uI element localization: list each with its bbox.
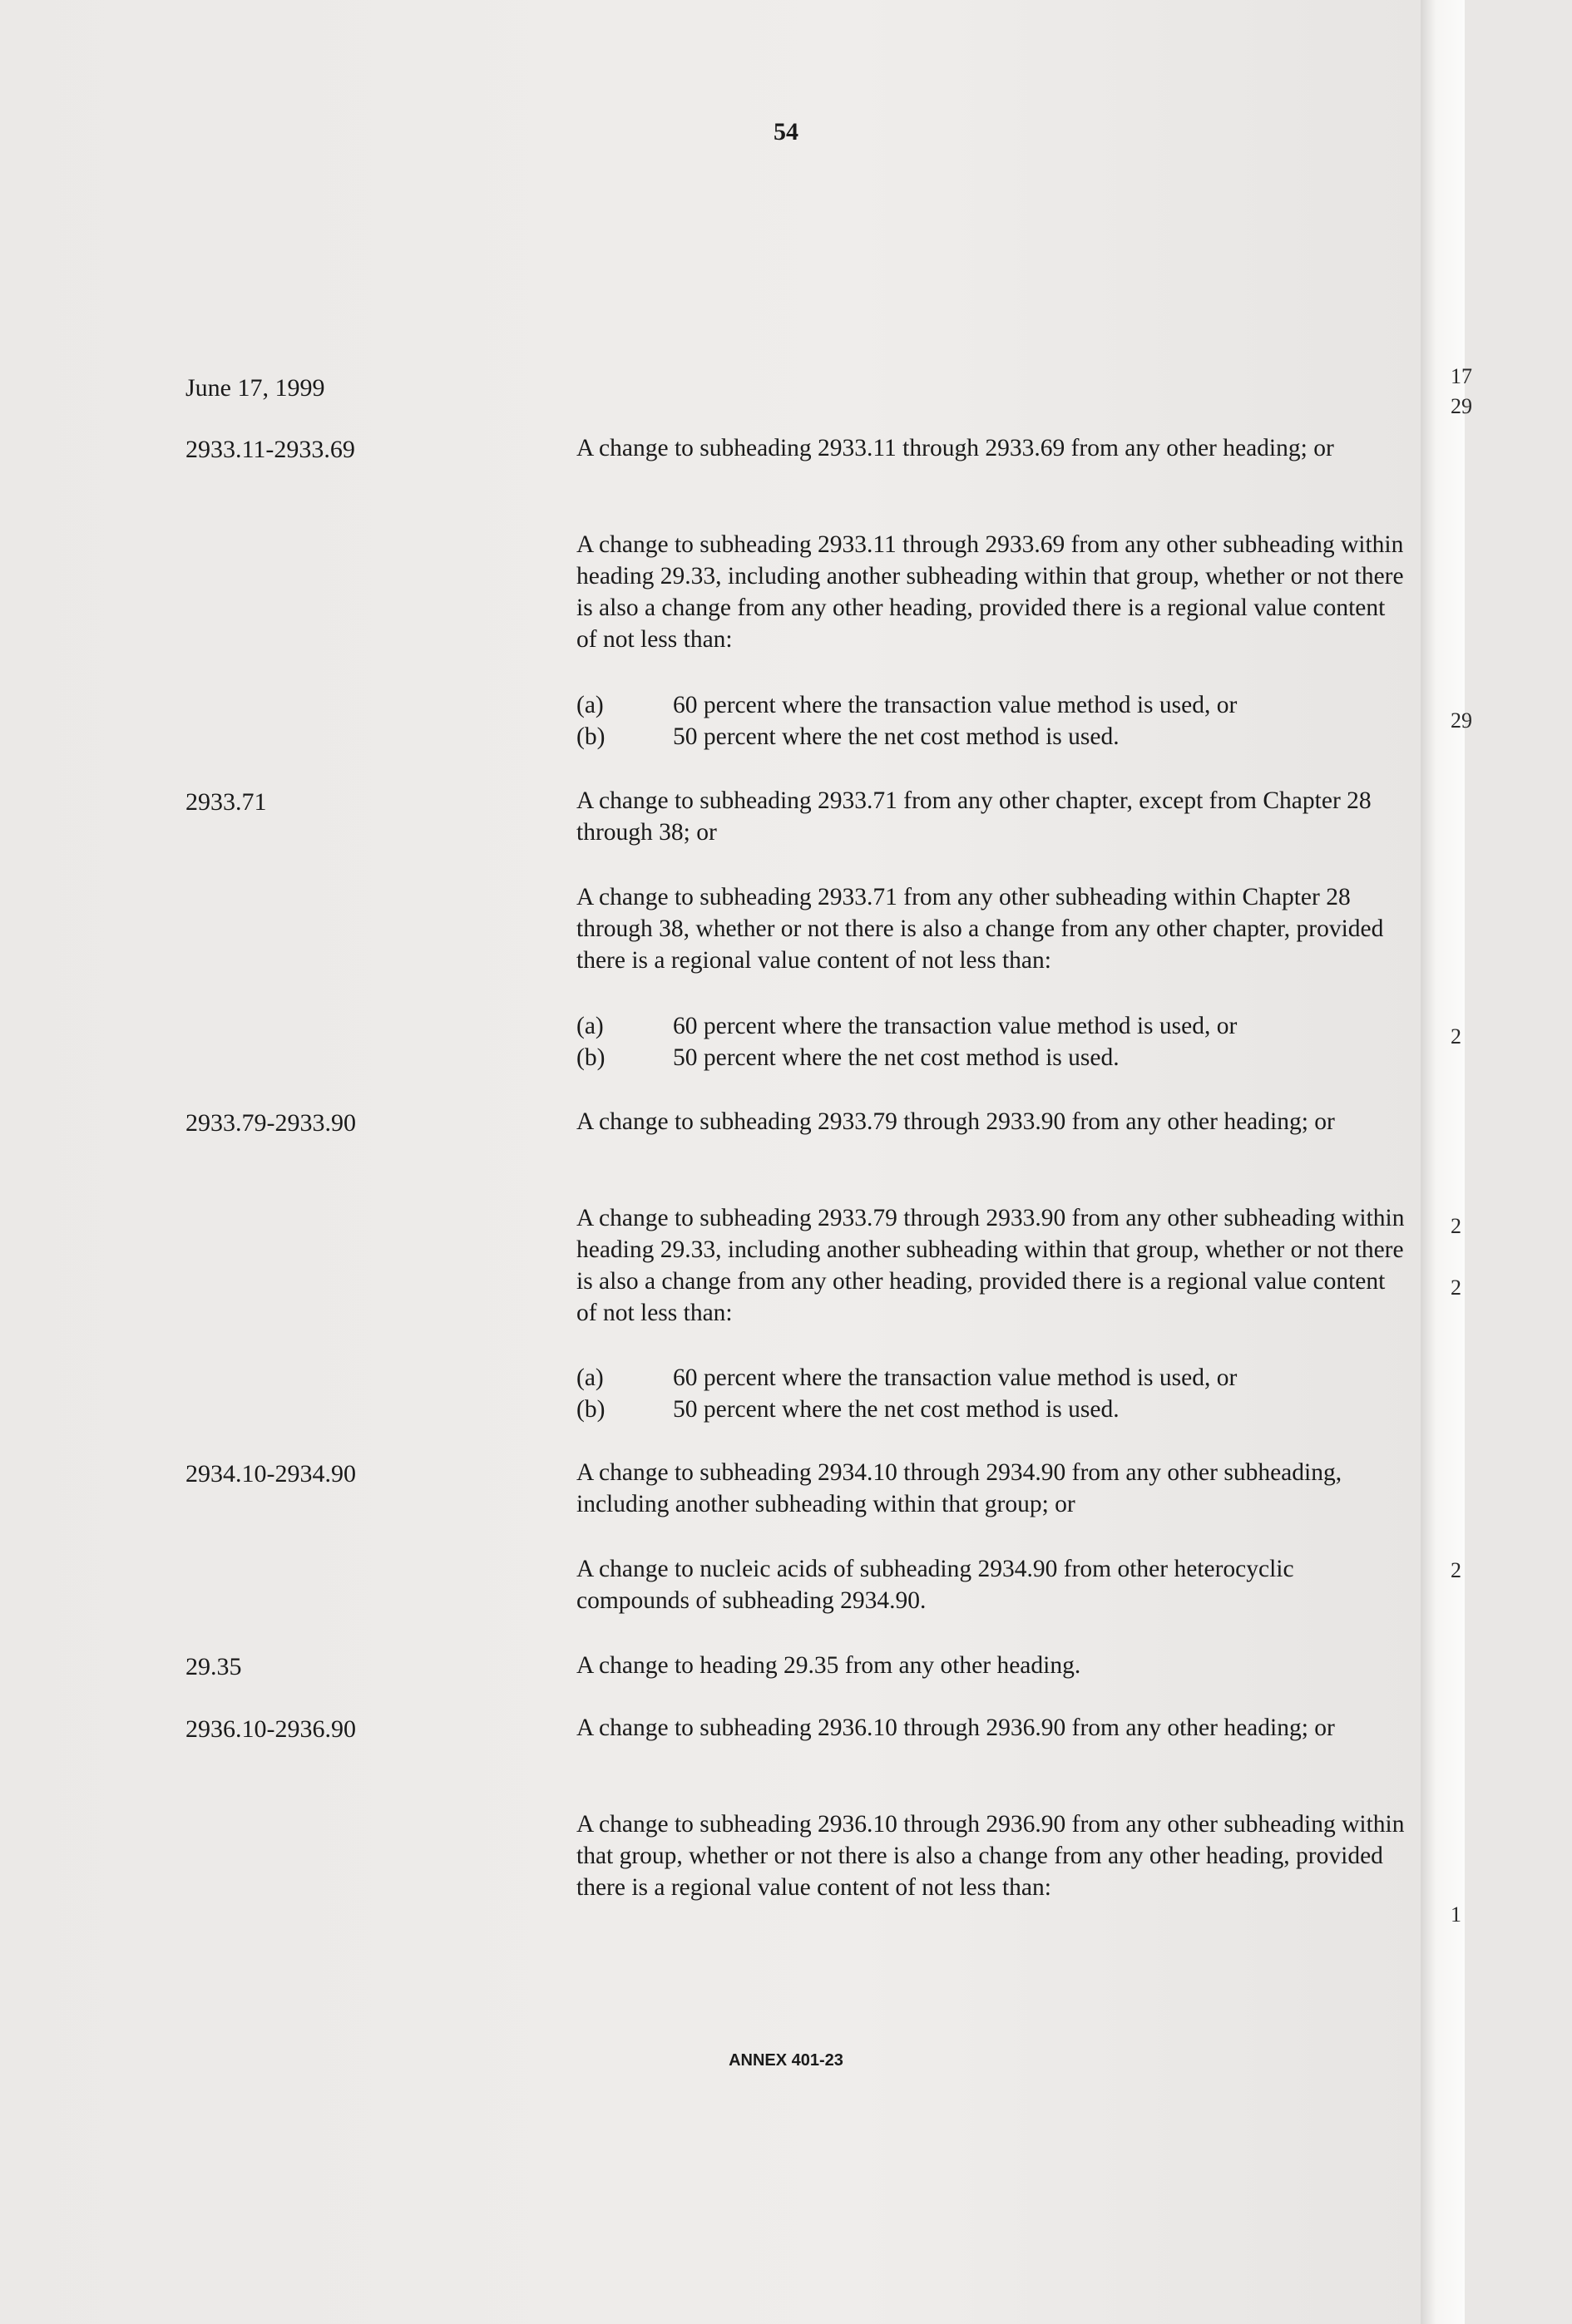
list-item (576, 1010, 1237, 1042)
edge-fragment: 2 (1451, 1275, 1461, 1300)
list-item-text: 60 percent where the transaction value method is used, or (673, 692, 1238, 718)
rule-paragraph: A change to subheading 2933.79 through 2933.90 from any other heading; or (576, 1108, 1335, 1135)
tariff-heading: 2933.71 (185, 788, 267, 816)
list-item-text: 60 percent where the transaction value method is used, or (673, 1364, 1238, 1391)
list-item (576, 1362, 1237, 1394)
edge-fragment: 2 (1451, 1214, 1461, 1238)
tariff-heading: 29.35 (185, 1653, 242, 1680)
list-item-label: (b) (576, 1396, 606, 1423)
page-number: 54 (774, 118, 798, 146)
list-item (576, 1042, 1120, 1073)
list-item-label: (a) (576, 1364, 604, 1391)
tariff-heading: 2936.10-2936.90 (185, 1715, 356, 1743)
rule-paragraph: A change to subheading 2933.11 through 2933.69 from any other subheading within heading 29.33, including another subheading within that group, whether or not there is also a change from any other heading, provided there is a regional value content of not less than: (576, 531, 1404, 653)
list-item-text: 50 percent where the net cost method is used. (673, 723, 1120, 750)
list-item (576, 689, 1237, 721)
edge-fragment: 29 (1451, 708, 1472, 733)
bleed-through-text (100, 466, 106, 497)
edge-fragment: 29 (1451, 394, 1472, 418)
edge-fragment: 17 (1451, 364, 1472, 388)
rule-paragraph: A change to subheading 2933.11 through 2933.69 from any other heading; or (576, 435, 1334, 461)
edge-fragment: 1 (1451, 1902, 1461, 1927)
list-item-label: (a) (576, 692, 604, 718)
rule-paragraph: A change to subheading 2934.10 through 2934.90 from any other subheading, including another subheading within that group; or (576, 1459, 1342, 1517)
list-item-label: (b) (576, 1044, 606, 1071)
list-item-text: 60 percent where the transaction value method is used, or (673, 1013, 1238, 1039)
list-item-label: (a) (576, 1013, 604, 1039)
list-item-text: 50 percent where the net cost method is used. (673, 1044, 1120, 1071)
tariff-heading: 2934.10-2934.90 (185, 1460, 356, 1488)
list-item (576, 1394, 1120, 1425)
rule-paragraph: A change to subheading 2933.79 through 2933.90 from any other subheading within heading 29.33, including another subheading within that group, whether or not there is also a change from any other heading, provided there is a regional value content of not less than: (576, 1205, 1405, 1326)
page-footer: ANNEX 401-23 (729, 2051, 843, 2070)
list-item-label: (b) (576, 723, 606, 750)
list-item-text: 50 percent where the net cost method is used. (673, 1396, 1120, 1423)
list-item (576, 721, 1120, 752)
rule-paragraph: A change to subheading 2933.71 from any other subheading within Chapter 28 through 38, whether or not there is also a change from any other chapter, provided there is a regional value content of not less than: (576, 884, 1384, 974)
tariff-heading: 2933.11-2933.69 (185, 436, 355, 463)
rule-paragraph: A change to subheading 2936.10 through 2936.90 from any other heading; or (576, 1715, 1335, 1741)
edge-fragment: 2 (1451, 1558, 1461, 1582)
adjacent-page-edge (1421, 0, 1472, 2324)
rule-paragraph: A change to heading 29.35 from any other heading. (576, 1652, 1081, 1679)
edge-fragment: 2 (1451, 1024, 1461, 1049)
rule-paragraph: A change to nucleic acids of subheading 2934.90 from other heterocyclic compounds of subheading 2934.90. (576, 1556, 1294, 1614)
rule-paragraph: A change to subheading 2936.10 through 2936.90 from any other subheading within that group, whether or not there is also a change from any other heading, provided there is a regional value content of not less than: (576, 1811, 1405, 1901)
rule-paragraph: A change to subheading 2933.71 from any other chapter, except from Chapter 28 through 38; or (576, 787, 1372, 846)
tariff-heading: 2933.79-2933.90 (185, 1109, 356, 1137)
document-date: June 17, 1999 (185, 374, 325, 402)
